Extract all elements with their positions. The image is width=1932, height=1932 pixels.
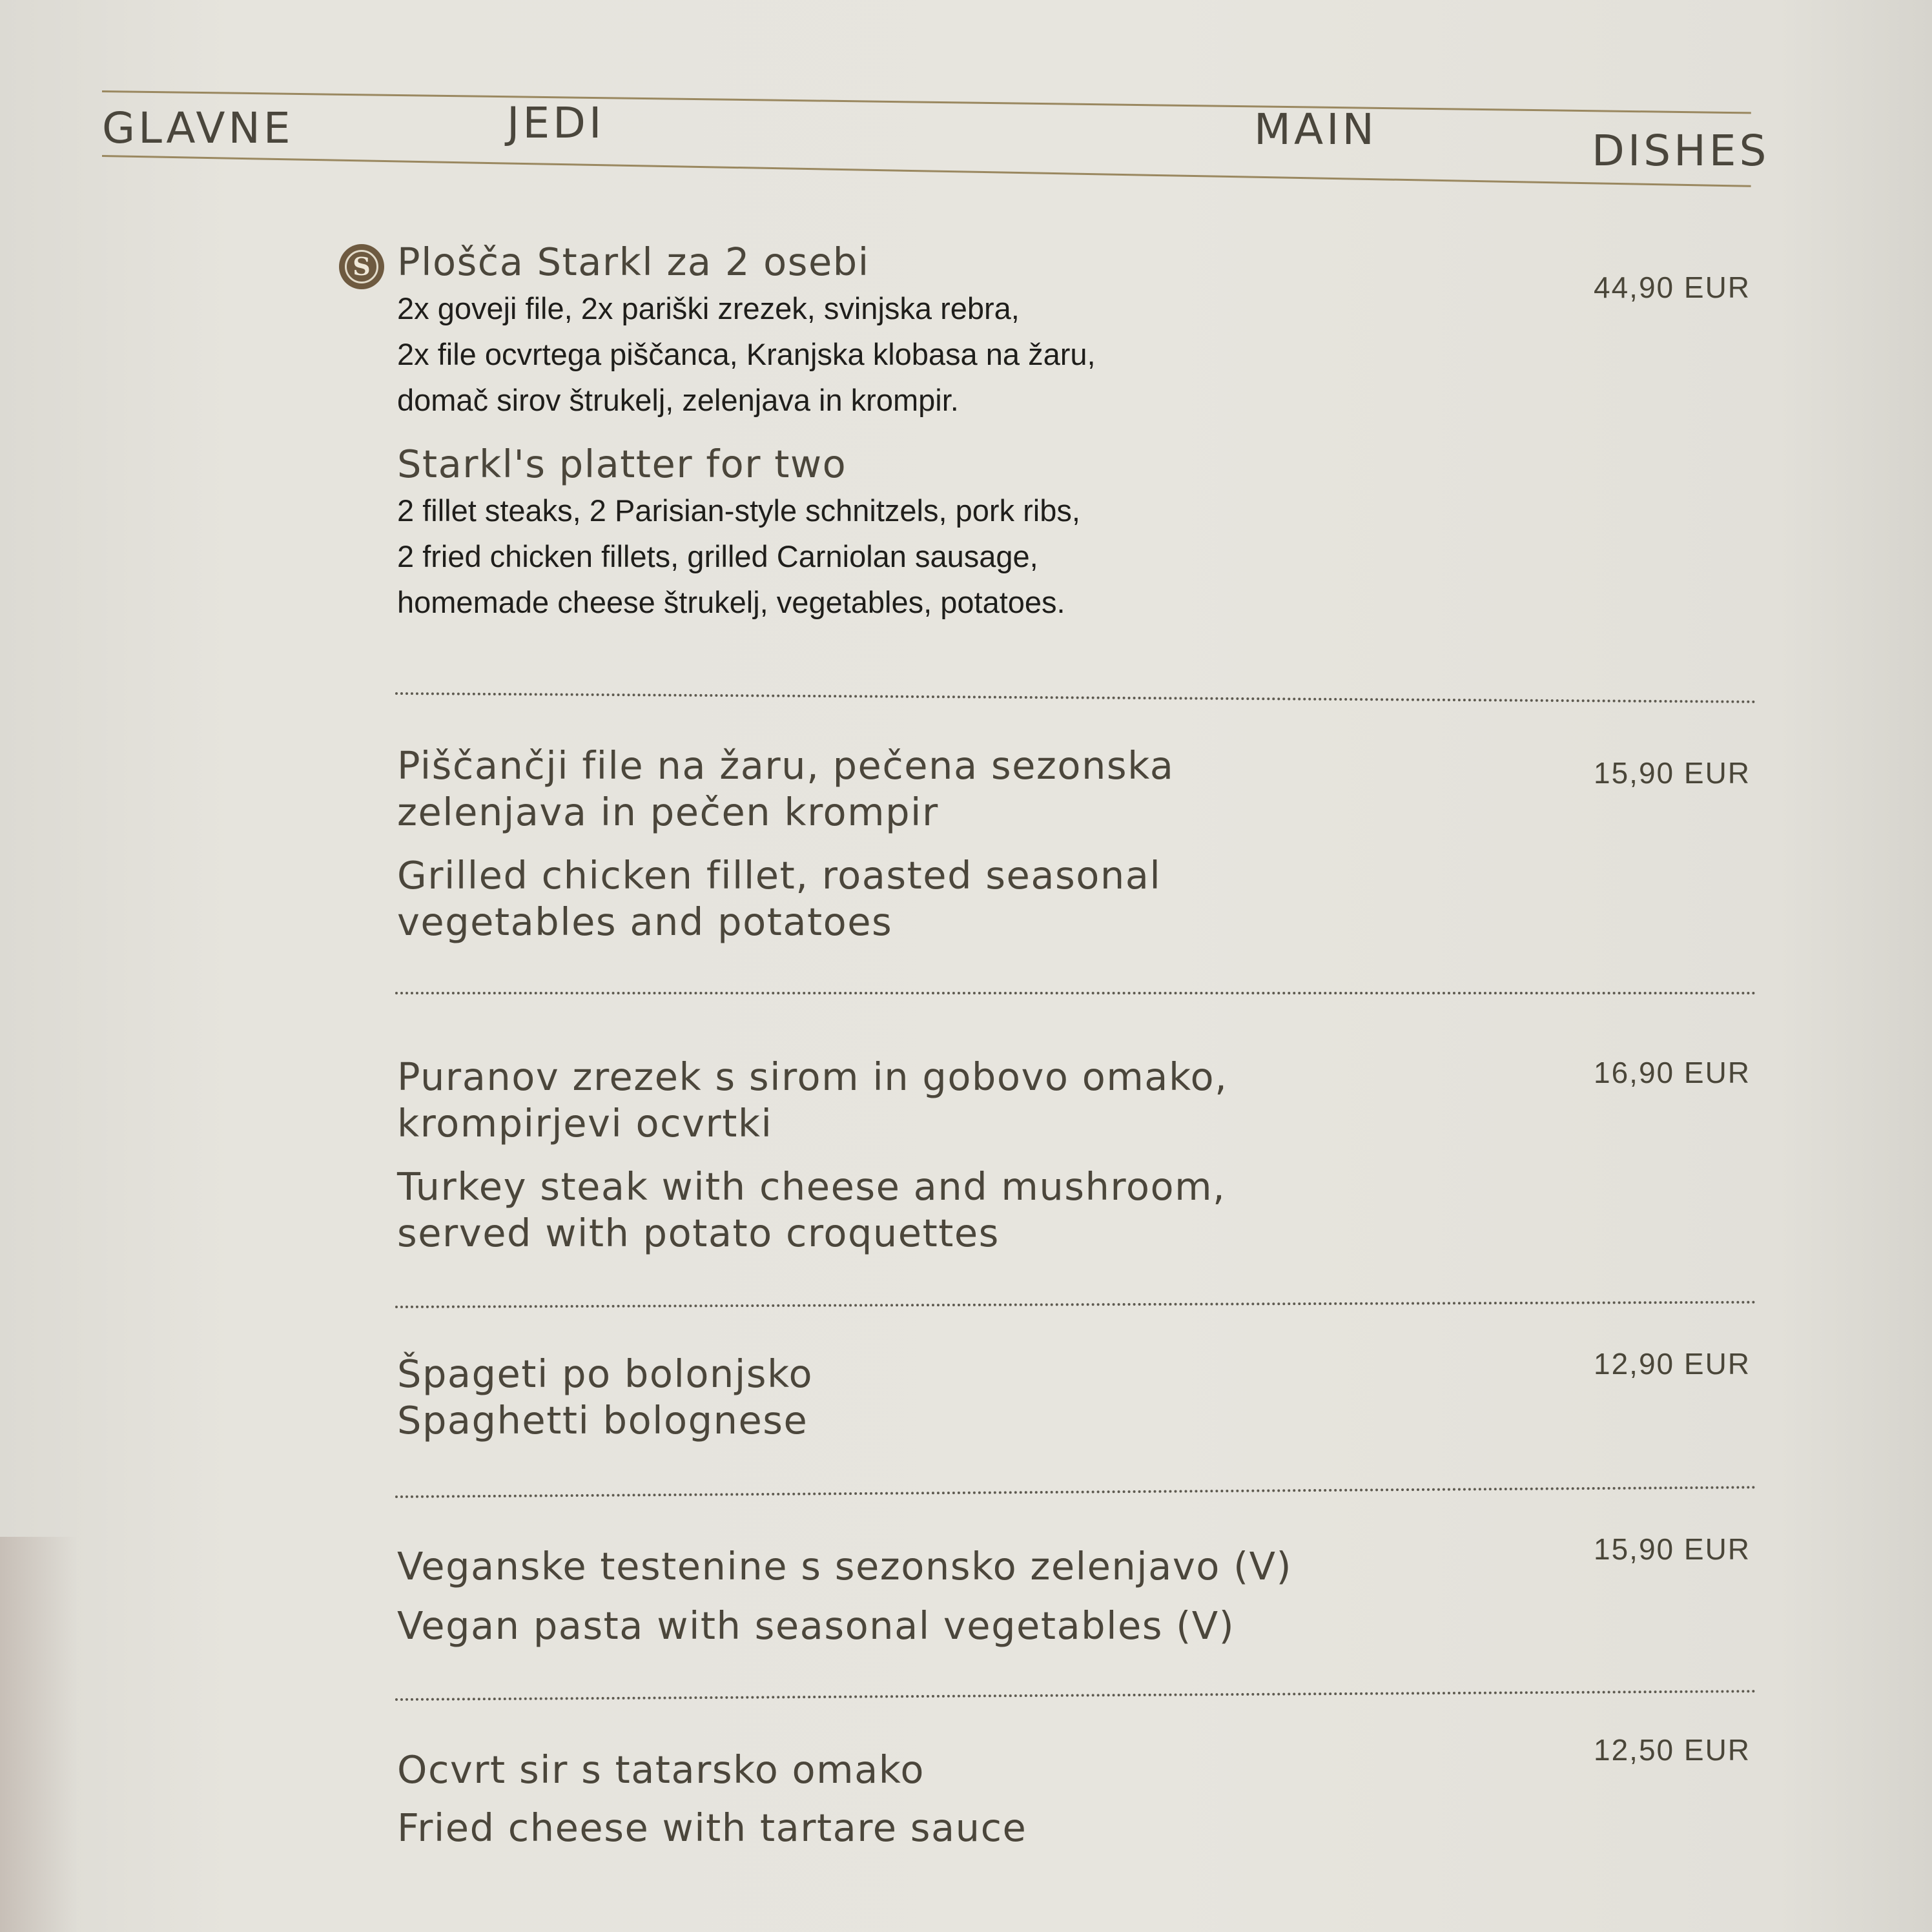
item-desc-en: 2 fillet steaks, 2 Parisian-style schnitzels, pork ribs, 2 fried chicken fillets, grilled Carniolan sausage, homemade cheese štrukelj, vegetables, potatoes. [397,493,1080,619]
menu-item-fried-cheese [397,1747,1624,1851]
item-price: 15,90 EUR [1594,1532,1751,1566]
item-title-en: Fried cheese with tartare sauce [397,1805,1027,1850]
item-title-sl: Puranov zrezek s sirom in gobovo omako, krompirjevi ocvrtki [397,1054,1228,1146]
item-title-en: Starkl's platter for two [397,442,847,486]
item-title-sl: Špageti po bolonjsko [397,1351,814,1396]
item-title-en: Turkey steak with cheese and mushroom, served with potato croquettes [397,1164,1226,1255]
item-title-sl: Veganske testenine s sezonsko zelenjavo (V) [397,1544,1292,1588]
menu-item-spaghetti [397,1351,1624,1444]
menu-item-turkey [397,1054,1624,1257]
starkl-badge-icon [339,244,384,289]
item-desc-sl: 2x goveji file, 2x pariški zrezek, svinjska rebra, 2x file ocvrtega piščanca, Kranjska klobasa na žaru, domač sirov štrukelj, zelenjava in krompir. [397,291,1096,417]
starkl-badge-letter: S [345,250,378,283]
item-price: 12,90 EUR [1594,1347,1751,1381]
menu-item-chicken [397,743,1624,945]
item-divider [395,1690,1756,1701]
header-word-jedi: JEDI [507,98,605,148]
item-title-en: Vegan pasta with seasonal vegetables (V) [397,1603,1235,1648]
header-word-glavne: GLAVNE [102,103,294,153]
item-divider [395,1301,1756,1308]
item-divider [395,692,1756,703]
item-title-sl: Ocvrt sir s tatarsko omako [397,1747,925,1792]
item-title-en: Spaghetti bolognese [397,1398,808,1443]
menu-item-vegan-pasta [397,1543,1624,1649]
header-bottom-rule [102,155,1751,187]
item-price: 16,90 EUR [1594,1056,1751,1089]
header-top-rule [102,90,1751,114]
header-word-dishes: DISHES [1592,126,1770,176]
item-divider [395,992,1756,994]
item-price: 15,90 EUR [1594,756,1751,790]
item-price: 44,90 EUR [1594,271,1751,304]
item-title-en: Grilled chicken fillet, roasted seasonal vegetables and potatoes [397,853,1162,944]
finger-shadow [0,1537,77,1932]
item-price: 12,50 EUR [1594,1733,1751,1767]
item-divider [395,1486,1756,1498]
header-word-main: MAIN [1254,105,1377,154]
item-title-sl: Plošča Starkl za 2 osebi [397,240,870,284]
menu-item-platter [397,239,1624,625]
item-title-sl: Piščančji file na žaru, pečena sezonska zelenjava in pečen krompir [397,743,1175,834]
